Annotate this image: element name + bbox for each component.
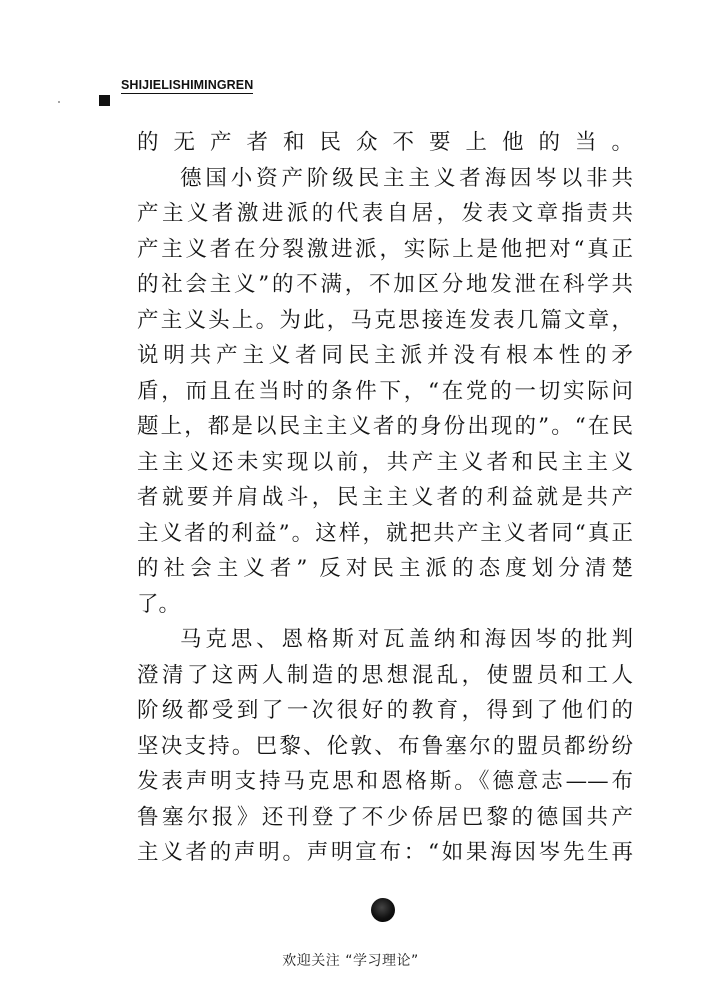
text-line: 主主义还未实现以前，共产主义者和民主主义 [137, 449, 633, 475]
text-line: 发表声明支持马克思和恩格斯。《德意志——布 [137, 769, 633, 794]
text-line: 坚决支持。巴黎、伦敦、布鲁塞尔的盟员都纷纷 [137, 733, 633, 759]
text-line-paragraph-start: 马克思、恩格斯对瓦盖纳和海因岑的批判 [180, 627, 633, 652]
text-line: 鲁塞尔报》还刊登了不少侨居巴黎的德国共产 [137, 804, 633, 830]
text-line: 盾，而且在当时的条件下，“在党的一切实际问 [137, 378, 633, 404]
text-line: 的社会主义者” 反对民主派的态度划分清楚 [137, 556, 633, 581]
footer-caption: 欢迎关注 “学习理论” [282, 953, 419, 969]
text-line-paragraph-start: 德国小资产阶级民主主义者海因岑以非共 [180, 165, 633, 191]
text-line: 说明共产主义者同民主派并没有根本性的矛 [137, 343, 633, 368]
text-line: 主义者的利益”。这样，就把共产主义者同“真正 [137, 520, 633, 546]
text-line: 主义者的声明。声明宣布：“如果海因岑先生再 [137, 840, 633, 865]
header-square-mark [99, 95, 110, 106]
running-header: SHIJIELISHIMINGREN [121, 78, 254, 92]
page-ornament-dot [371, 898, 395, 922]
text-line: 阶级都受到了一次很好的教育，得到了他们的 [137, 698, 633, 723]
text-line: 的社会主义”的不满，不加区分地发泄在科学共 [137, 272, 633, 297]
text-line: 的无产者和民众不要上他的当。 [137, 130, 633, 155]
text-line: 产主义头上。为此，马克思接连发表几篇文章， [137, 307, 633, 333]
text-line-paragraph-end: 了。 [137, 591, 181, 617]
body-text [137, 125, 633, 871]
text-line: 题上，都是以民主主义者的身份出现的”。“在民 [137, 414, 633, 439]
text-line: 产主义者在分裂激进派，实际上是他把对“真正 [137, 236, 633, 262]
text-line: 者就要并肩战斗，民主主义者的利益就是共产 [137, 485, 633, 510]
text-line: 澄清了这两人制造的思想混乱，使盟员和工人 [137, 662, 633, 688]
text-line: 产主义者激进派的代表自居，发表文章指责共 [137, 201, 633, 226]
scan-speck [58, 101, 60, 103]
